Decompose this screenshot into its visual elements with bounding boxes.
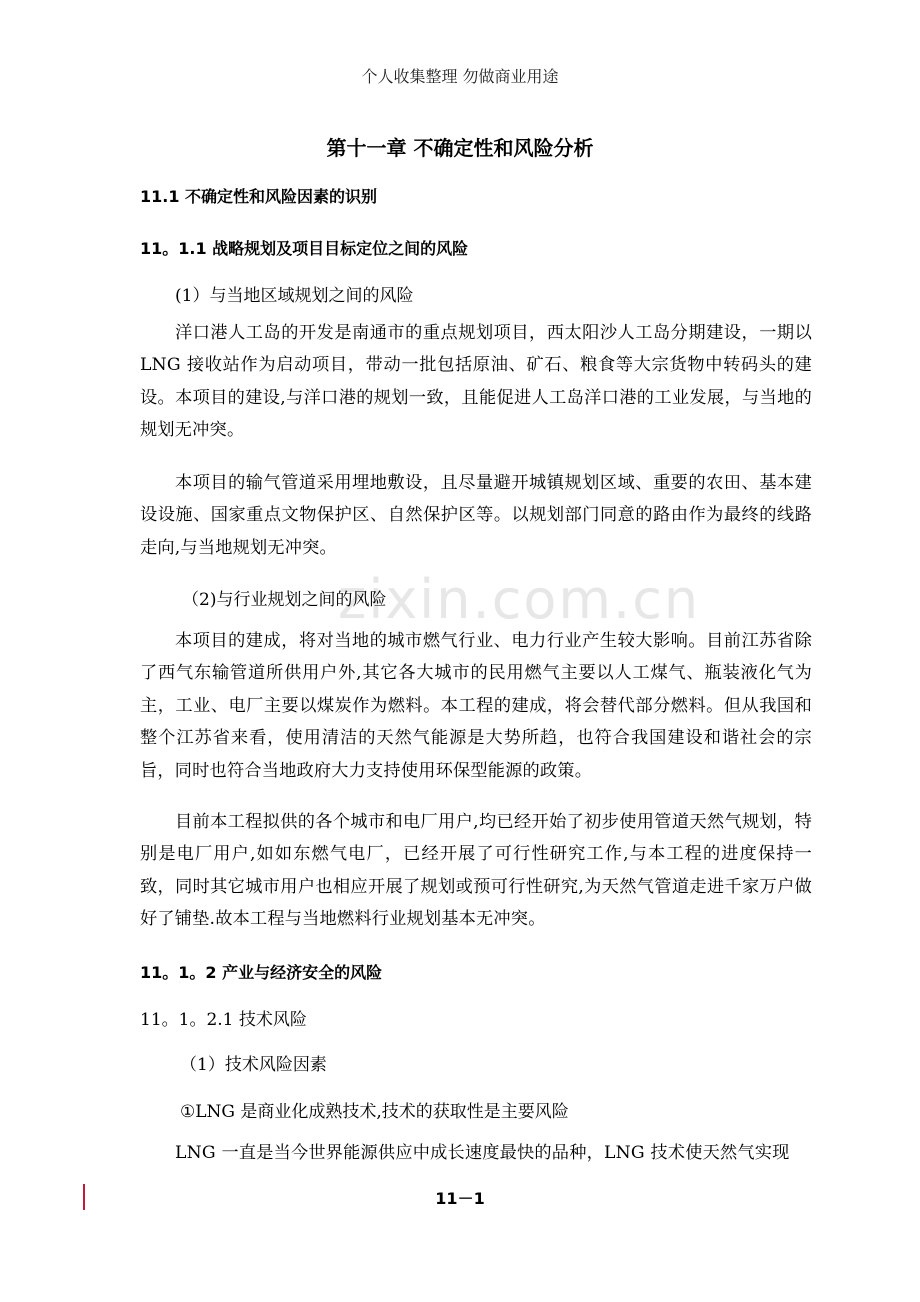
subsection-heading-2: （2)与行业规划之间的风险 bbox=[182, 590, 387, 610]
paragraph-1: 洋口港人工岛的开发是南通市的重点规划项目，西太阳沙人工岛分期建设，一期以 LNG 接收站作为启动项目，带动一批包括原油、矿石、粮食等大宗货物中转码头的建设。本项目的建设,与洋口港的规划一致，且能促进人工岛洋口港的工业发展，与当地的规划无冲突。 bbox=[140, 323, 812, 441]
subsection-heading-3: （1）技术风险因素 bbox=[180, 1055, 327, 1075]
subsection-heading-1: (1）与当地区域规划之间的风险 bbox=[175, 286, 414, 306]
paragraph-4: 目前本工程拟供的各个城市和电厂用户,均已经开始了初步使用管道天然气规划，特别是电厂用户,如如东燃气电厂，已经开展了可行性研究工作,与本工程的进度保持一致，同时其它城市用户也相应开展了规划或预可行性研究,为天然气管道走进千家万户做好了铺垫.故本工程与当地燃料行业规划基本无冲突。 bbox=[140, 812, 812, 930]
page-header: 个人收集整理 勿做商业用途 bbox=[361, 67, 559, 86]
paragraph-3: 本项目的建成，将对当地的城市燃气行业、电力行业产生较大影响。目前江苏省除了西气东输管道所供用户外,其它各大城市的民用燃气主要以人工煤气、瓶装液化气为主，工业、电厂主要以煤炭作为燃料。本工程的建成，将会替代部分燃料。但从我国和整个江苏省来看，使用清洁的天然气能源是大势所趋，也符合我国建设和谐社会的宗旨，同时也符合当地政府大力支持使用环保型能源的政策。 bbox=[140, 631, 812, 781]
page-number: 11－1 bbox=[435, 1189, 485, 1208]
section-heading-11-1-1: 11。1.1 战略规划及项目目标定位之间的风险 bbox=[140, 239, 469, 258]
subsection-heading-4: ①LNG 是商业化成熟技术,技术的获取性是主要风险 bbox=[180, 1102, 569, 1122]
section-heading-11-1: 11.1 不确定性和风险因素的识别 bbox=[140, 187, 378, 206]
chapter-title: 第十一章 不确定性和风险分析 bbox=[326, 136, 594, 160]
section-heading-11-1-2-1: 11。1。2.1 技术风险 bbox=[140, 1010, 307, 1030]
paragraph-5: LNG 一直是当今世界能源供应中成长速度最快的品种，LNG 技术使天然气实现 bbox=[175, 1143, 790, 1163]
watermark: zixin.com.cn bbox=[338, 568, 701, 631]
paragraph-2: 本项目的输气管道采用埋地敷设，且尽量避开城镇规划区域、重要的农田、基本建设设施、国家重点文物保护区、自然保护区等。以规划部门同意的路由作为最终的线路走向,与当地规划无冲突。 bbox=[140, 473, 812, 558]
section-heading-11-1-2: 11。1。2 产业与经济安全的风险 bbox=[140, 963, 383, 982]
